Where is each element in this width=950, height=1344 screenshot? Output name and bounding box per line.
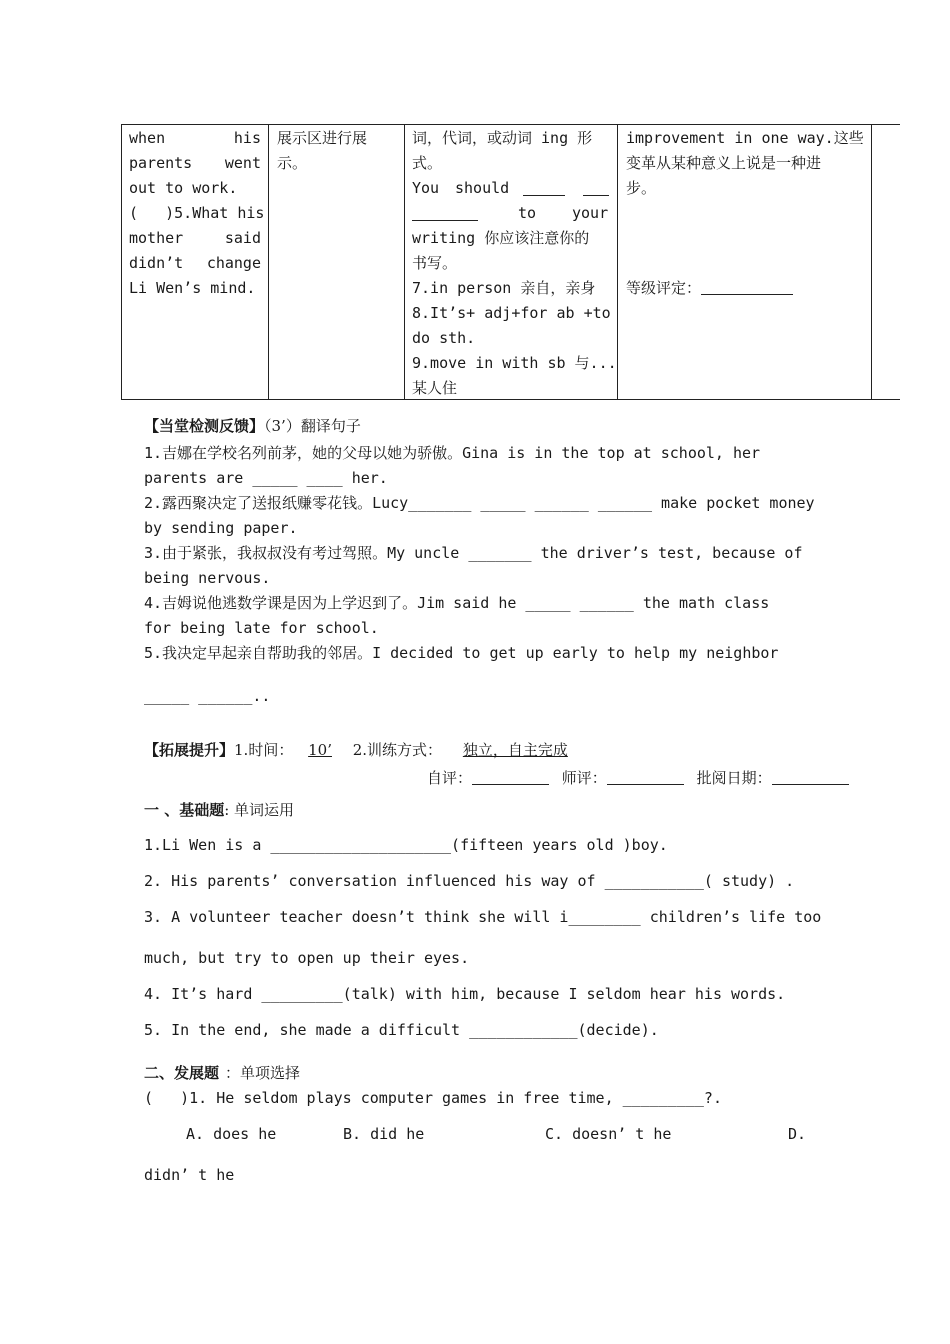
question-1: ( )1. He seldom plays computer games in free time, _________?. <box>144 1089 722 1107</box>
grade-row: 等级评定： <box>626 276 793 301</box>
answer-blank[interactable] <box>412 205 478 221</box>
date-blank[interactable] <box>772 768 849 785</box>
basic-item: 5. In the end, she made a difficult ____________(decide). <box>144 1021 659 1039</box>
option-a[interactable]: A. does he <box>186 1125 277 1143</box>
feedback-line: for being late for school. <box>144 619 379 637</box>
option-c[interactable]: C. doesn’ t he <box>545 1125 672 1143</box>
feedback-line: 1.吉娜在学校名列前茅，她的父母以她为骄傲。Gina is in the top at school, her <box>144 444 761 462</box>
basic-item: 3. A volunteer teacher doesn’t think she will i________ children’s life too <box>144 908 822 926</box>
option-b[interactable]: B. did he <box>343 1125 425 1143</box>
table-cell-reading: when his parents went out to work. ( )5.What his mother said didn’t change Li Wen’s mind. <box>129 129 265 297</box>
feedback-heading: 【当堂检测反馈】（3’）翻译句子 <box>144 417 361 435</box>
feedback-line: by sending paper. <box>144 519 298 537</box>
table-cell-display: 展示区进行展 示。 <box>277 129 368 172</box>
feedback-line: 2.露西聚决定了送报纸赚零花钱。Lucy_______ _____ ______ ______ make pocket money <box>144 494 815 512</box>
self-eval-blank[interactable] <box>472 768 549 785</box>
develop-heading: 二、发展题 ：单项选择 <box>144 1064 301 1082</box>
option-d-continued: didn’ t he <box>144 1166 235 1184</box>
basic-item: 2. His parents’ conversation influenced his way of ___________( study) . <box>144 872 795 890</box>
answer-blank[interactable] <box>583 180 609 196</box>
extension-heading: 【拓展提升】1.时间： 10’ 2.训练方式： 独立，自主完成 <box>144 741 568 759</box>
basic-item: 1.Li Wen is a ____________________(fifteen years old )boy. <box>144 836 668 854</box>
answer-blank[interactable] <box>523 180 565 196</box>
teacher-eval-blank[interactable] <box>607 768 684 785</box>
table-cell-notes: improvement in one way.这些 变革从某种意义上说是一种进 步。 <box>626 129 864 197</box>
basic-item: much, but try to open up their eyes. <box>144 949 470 967</box>
grade-blank[interactable] <box>701 278 793 295</box>
feedback-line: 3.由于紧张，我叔叔没有考过驾照。My uncle _______ the driver’s test, because of <box>144 544 803 562</box>
evaluation-row: 自评： 师评： 批阅日期： <box>427 766 849 791</box>
option-d[interactable]: D. <box>788 1125 807 1143</box>
feedback-line: being nervous. <box>144 569 271 587</box>
lesson-table <box>121 124 900 400</box>
feedback-line: _____ ______.. <box>144 687 271 705</box>
table-cell-phrases: 词，代词，或动词 ing 形 式。 You should to your writing 你应该注意你的 书写。 7.in person 亲自，亲身 8.It’s+ adj+for ab +to do sth. 9.move in with sb 与... 某人住 <box>412 129 617 397</box>
basic-heading: 一 、基础题: 单词运用 <box>144 801 295 819</box>
feedback-line: 5.我决定早起亲自帮助我的邻居。I decided to get up early to help my neighbor <box>144 644 779 662</box>
feedback-line: parents are _____ ____ her. <box>144 469 388 487</box>
basic-item: 4. It’s hard _________(talk) with him, because I seldom hear his words. <box>144 985 786 1003</box>
feedback-line: 4.吉姆说他逃数学课是因为上学迟到了。Jim said he _____ ______ the math class <box>144 594 770 612</box>
